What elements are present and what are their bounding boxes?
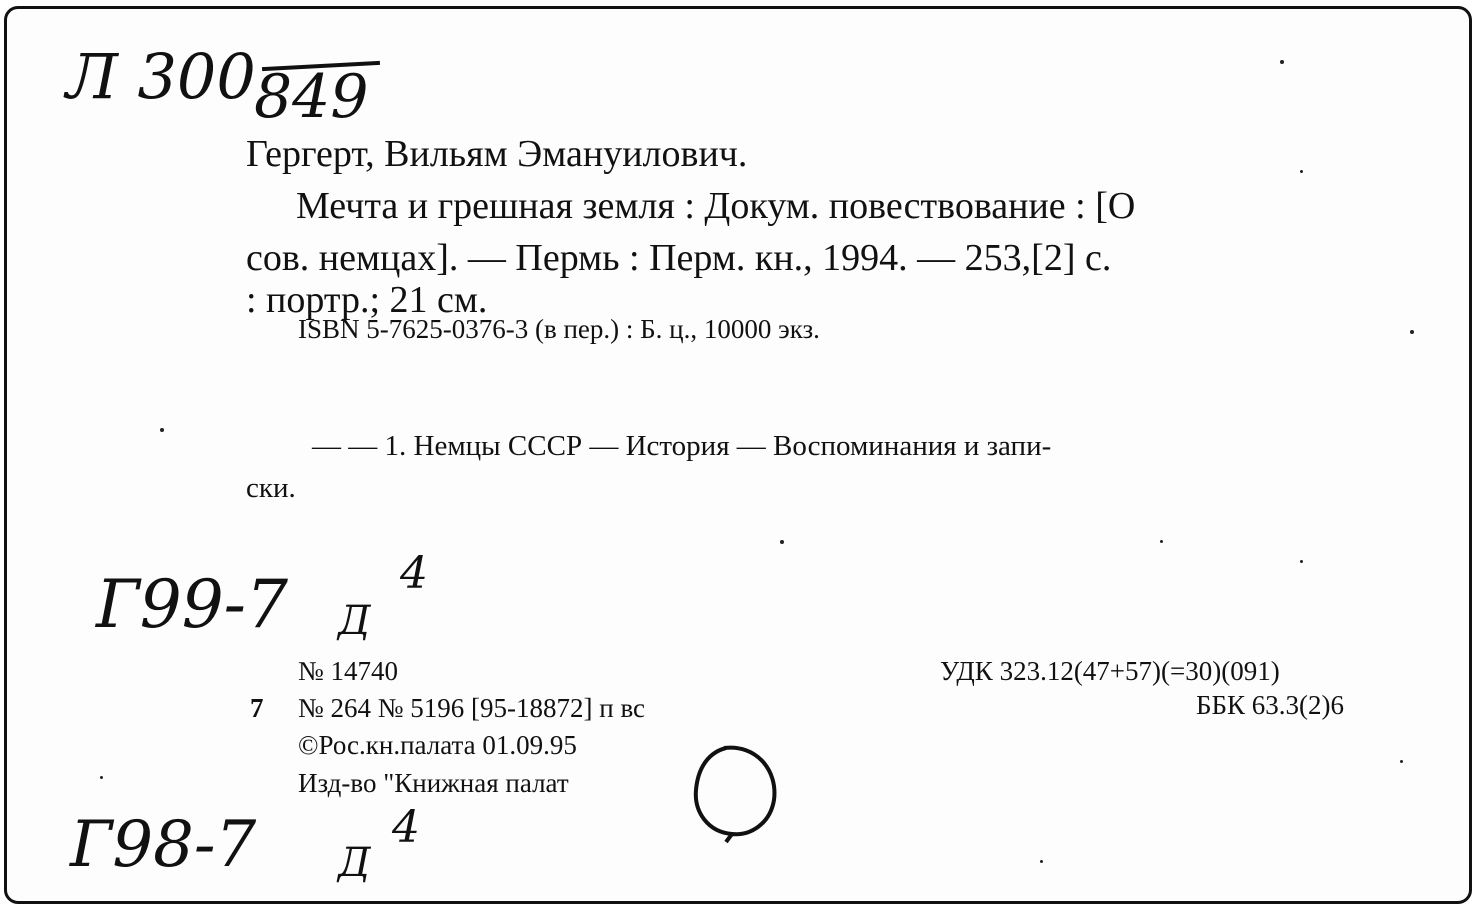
publisher-line: Изд-во "Книжная палат — [298, 768, 569, 798]
bbk-code: ББК 63.3(2)6 — [1196, 690, 1344, 720]
speckle — [1160, 540, 1163, 543]
record-line: № 264 № 5196 [95-18872] п вс — [298, 693, 646, 723]
handwritten-code-1-sub: Д — [338, 598, 371, 644]
speckle — [1280, 60, 1284, 64]
handwritten-code-1: Г99-7 — [96, 566, 288, 643]
speckle — [1300, 170, 1303, 173]
subject-line-2: ски. — [246, 472, 296, 504]
description-line-3: : портр.; 21 см. — [246, 279, 488, 321]
handwritten-code-2-sup: 4 — [392, 802, 420, 853]
handwritten-code-2: Г98-7 — [70, 808, 257, 882]
handwritten-number: 849 — [254, 62, 369, 132]
speckle — [780, 540, 784, 544]
circle-mark — [686, 740, 786, 850]
speckle — [1410, 330, 1414, 334]
handwritten-code-1-sup: 4 — [400, 548, 428, 599]
record-prefix: 7 — [250, 693, 264, 723]
handwritten-code-2-sub: Д — [338, 840, 371, 886]
speckle — [1040, 860, 1043, 863]
description-line-2: сов. немцах]. — Пермь : Перм. кн., 1994. — 253,[2] с. — [246, 237, 1112, 279]
record-number: № 14740 — [298, 656, 399, 686]
speckle — [1400, 760, 1403, 763]
isbn-line: ISBN 5-7625-0376-3 (в пер.) : Б. ц., 10000 экз. — [298, 314, 820, 344]
speckle — [1300, 560, 1303, 563]
author-heading: Гергерт, Вильям Эмануилович. — [246, 133, 748, 175]
subject-line-1: — — 1. Немцы СССР — История — Воспоминания и запи- — [312, 430, 1052, 462]
handwritten-shelfmark: Л 300 — [66, 40, 256, 113]
udk-code: УДК 323.12(47+57)(=30)(091) — [940, 656, 1280, 686]
description-line-1: Мечта и грешная земля : Докум. повествование : [О — [296, 185, 1136, 227]
copyright-line: ©Рос.кн.палата 01.09.95 — [298, 730, 577, 760]
speckle — [160, 428, 164, 432]
speckle — [100, 776, 103, 779]
